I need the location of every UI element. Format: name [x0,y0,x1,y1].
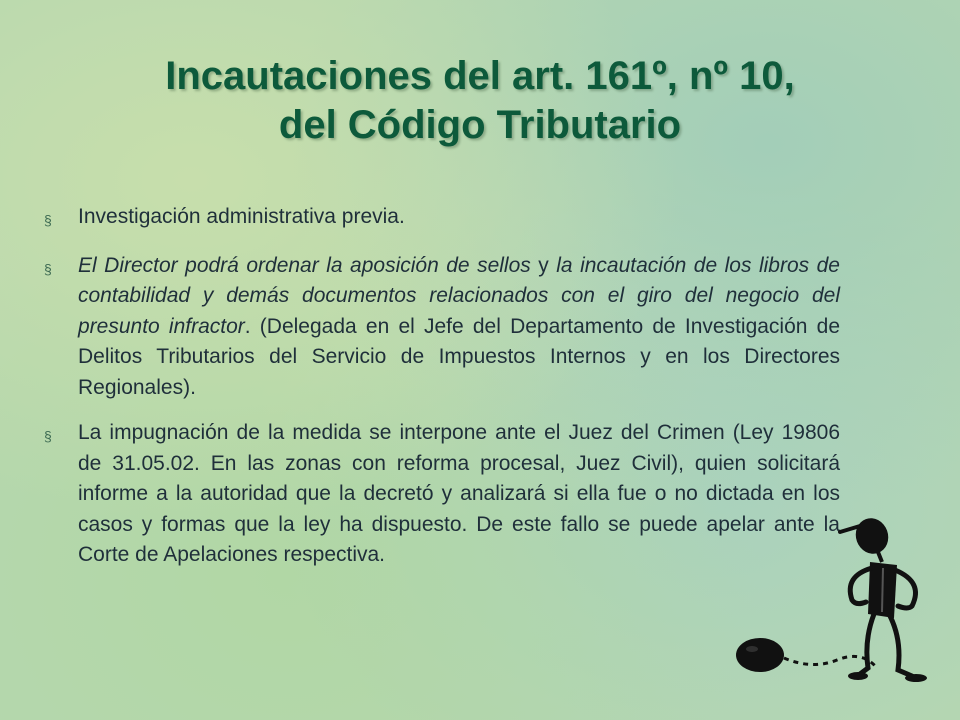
prisoner-clipart-icon [732,510,954,710]
bullet-item-2 [44,251,840,404]
bullet-marker: § [44,260,52,277]
bullet-text: La impugnación de la medida se interpone ante el Juez del Crimen (Ley 19806 de 31.05.02. En las zonas con reforma procesal, Juez Civil), quien solicitará informe a la autoridad que la decretó y analizará si ella fue o no dictada en los casos y formas que la ley ha dispuesto. De este fallo se puede apelar ante la Corte de Apelaciones respectiva. [78,421,840,566]
slide-title [60,52,900,150]
bullet-connector: y [530,253,557,277]
chain-icon [784,656,877,668]
bullet-text [78,251,840,404]
bullet-item-3 [44,418,840,571]
bullet-italic-phrase-2: la incautación de los libros de contabilidad y demás documentos relacionados con el giro del negocio del presunto infractor [78,253,840,338]
title-line-2: del Código Tributario [278,103,682,147]
bullet-list [44,202,840,586]
bullet-tail: . (Delegada en el Jefe del Departamento de Investigación de Delitos Tributarios del Servicio de Impuestos Internos y en los Directores Regionales). [78,314,841,399]
bullet-text: Investigación administrativa previa. [78,205,405,228]
title-line-1: Incautaciones del art. 161º, nº 10, [165,54,795,98]
bullet-marker: § [44,212,52,228]
iron-ball-icon [736,638,784,672]
bullet-item-1 [44,202,840,236]
bullet-marker: § [44,428,52,444]
bullet-italic-phrase: El Director podrá ordenar la aposición de sellos [78,253,531,277]
